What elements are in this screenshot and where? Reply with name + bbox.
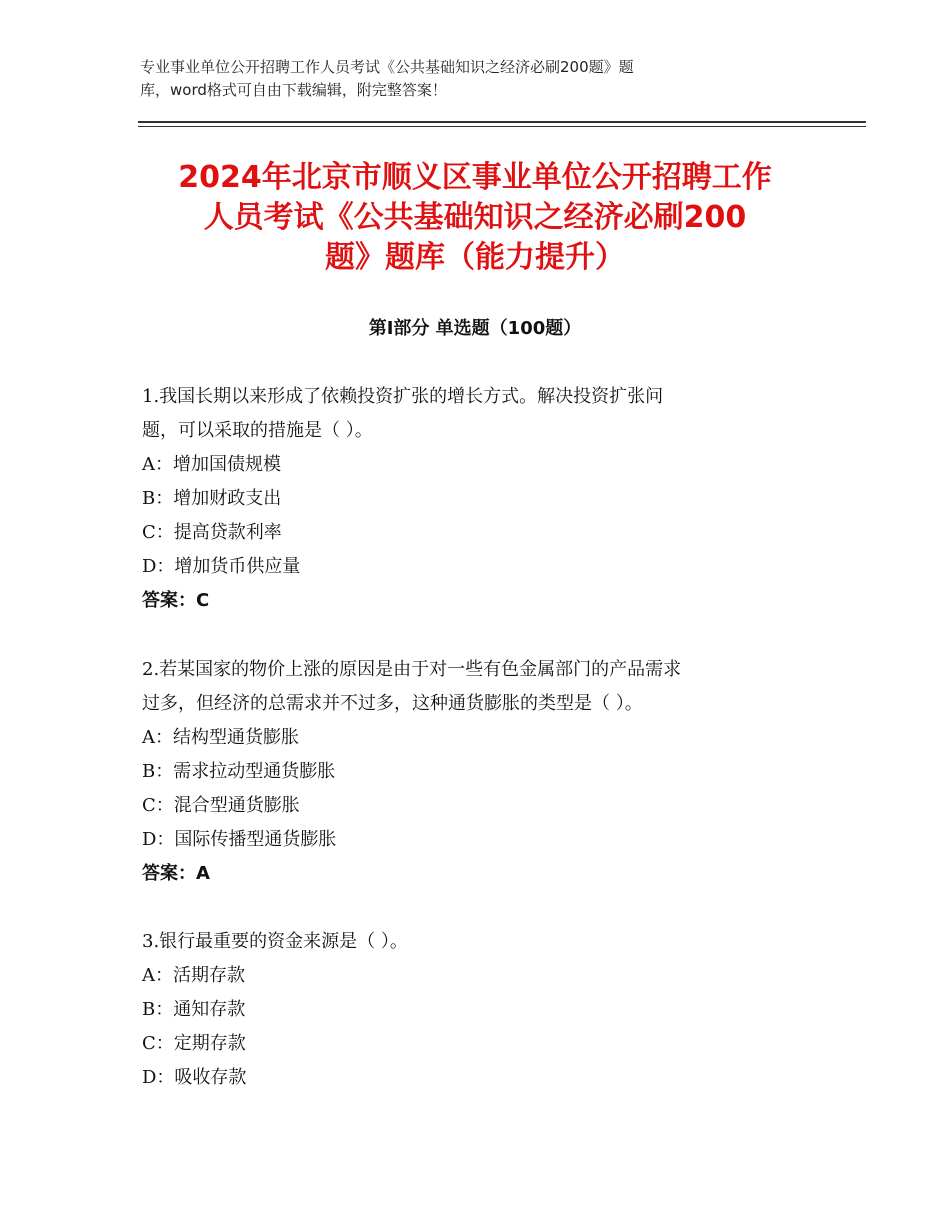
title-line: 题》题库（能力提升） (325, 240, 625, 275)
title-line: 人员考试《公共基础知识之经济必刷200 (203, 200, 747, 235)
question-stem (142, 925, 832, 959)
option-b: B：增加财政支出 (142, 488, 282, 509)
question-3 (142, 925, 832, 1095)
question-stem (142, 653, 832, 721)
option-a: A：结构型通货膨胀 (142, 727, 299, 748)
stem-line: 2.若某国家的物价上涨的原因是由于对一些有色金属部门的产品需求 (142, 659, 682, 680)
answer: 答案：C (142, 590, 210, 611)
question-1 (142, 380, 832, 618)
question-2 (142, 653, 832, 891)
stem-line: 1.我国长期以来形成了依赖投资扩张的增长方式。解决投资扩张问 (142, 386, 664, 407)
title-line: 2024年北京市顺义区事业单位公开招聘工作 (178, 160, 772, 195)
option-a: A：活期存款 (142, 965, 245, 986)
document-title (120, 158, 830, 278)
option-c: C：混合型通货膨胀 (142, 795, 300, 816)
option-b: B：通知存款 (142, 999, 246, 1020)
header-note (140, 56, 820, 102)
option-c: C：定期存款 (142, 1033, 246, 1054)
option-d: D：国际传播型通货膨胀 (142, 829, 337, 850)
header-divider (138, 121, 866, 123)
option-c: C：提高贷款利率 (142, 522, 282, 543)
answer: 答案：A (142, 863, 210, 884)
question-stem (142, 380, 832, 448)
stem-line: 题，可以采取的措施是（ ）。 (142, 420, 373, 441)
header-note-line: 专业事业单位公开招聘工作人员考试《公共基础知识之经济必刷200题》题 (140, 58, 634, 76)
option-d: D：吸收存款 (142, 1067, 247, 1088)
header-note-line: 库，word格式可自由下载编辑，附完整答案！ (140, 81, 447, 99)
option-d: D：增加货币供应量 (142, 556, 301, 577)
section-heading: 第Ⅰ部分 单选题（100题） (368, 318, 582, 339)
stem-line: 过多，但经济的总需求并不过多，这种通货膨胀的类型是（ ）。 (142, 693, 643, 714)
header-divider-thin (138, 126, 866, 127)
stem-line: 3.银行最重要的资金来源是（ ）。 (142, 931, 408, 952)
option-a: A：增加国债规模 (142, 454, 281, 475)
option-b: B：需求拉动型通货膨胀 (142, 761, 336, 782)
